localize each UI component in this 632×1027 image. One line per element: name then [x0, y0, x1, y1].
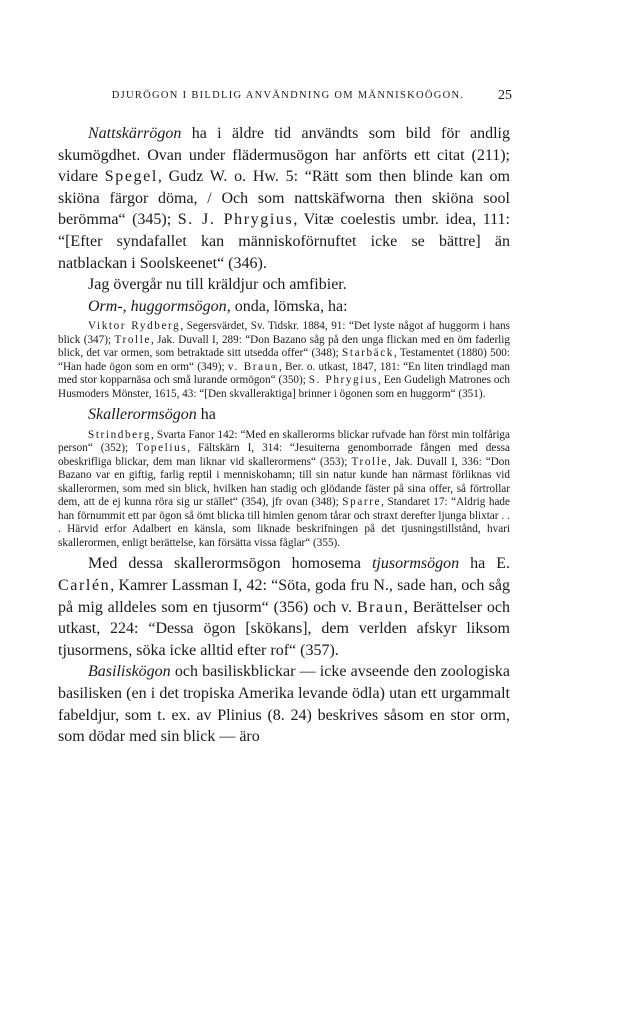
- paragraph-text: ,: [122, 297, 131, 315]
- paragraph-text: , Gudz W. o. Hw. 5: “Rätt som then blinde kan om skiöna färgor döma, / Och som nattskäfworna then skiöna sool berömma“ (345);: [58, 168, 510, 229]
- author-sparre: Sparre: [342, 496, 382, 509]
- quote-block-skallerormsogon: [58, 429, 510, 551]
- paragraph-ormogon-intro: [58, 296, 510, 318]
- paragraph-text: Med dessa skallerormsögon homosema: [88, 555, 372, 573]
- author-braun: Braun: [356, 598, 404, 616]
- author-trolle: Trolle: [351, 455, 388, 468]
- paragraph-text: , Kamrer Lassman I, 42: “Söta, goda fru N., sade han, och såg på mig alldeles som en tjusorm“ (356) och v.: [58, 577, 510, 616]
- author-strindberg: Strindberg: [88, 428, 152, 441]
- page-number: 25: [498, 88, 512, 103]
- running-head: [58, 86, 510, 106]
- author-spegel: Spegel: [104, 168, 158, 186]
- paragraph-text: och basiliskblickar — icke avseende den zoologiska basilisken (en i det tropiska Amerika levande ödla) utan ett urgammalt fabeldjur, som t. ex. av Plinius (8. 24) beskrives såsom en stor orm, som dödar med sin blick — äro: [58, 663, 510, 746]
- author-topelius: Topelius: [136, 442, 188, 455]
- quote-text: , Testamentet (1880) 500: “Han hade ögon som en orm“ (349);: [58, 347, 510, 373]
- quote-text: , Svarta Fanor 142: “Med en skallerorms blickar rufvade han först min tolfåriga person“ (352);: [58, 428, 510, 455]
- book-page: [58, 86, 510, 748]
- paragraph-nattskarrogon: [58, 123, 510, 274]
- paragraph-text: ha: [196, 406, 216, 424]
- author-braun: v. Braun: [227, 360, 280, 373]
- paragraph-tjusormsogon: [58, 553, 510, 661]
- quote-text: , Fältskärn I, 314: “Jesuiterna genomborrade fången med dessa obeskrifliga blickar, dem man liknar vid skallerormens“ (353);: [58, 442, 510, 468]
- author-carlen: Carlén: [58, 577, 111, 595]
- paragraph-text: , onda, lömska, ha:: [226, 297, 348, 315]
- term-huggormsogon: huggormsögon: [130, 297, 227, 315]
- term-nattskarrogon: Nattskärrögon: [88, 125, 182, 142]
- running-head-title: DJURÖGON I BILDLIG ANVÄNDNING OM MÄNNISKOÖGON.: [111, 90, 465, 101]
- author-phrygius: S. Phrygius: [308, 374, 379, 387]
- paragraph-transition: Jag övergår nu till kräldjur och amfibier.: [88, 276, 347, 294]
- paragraph-text: ha i äldre tid användts som bild för andlig skumögdhet. Ovan under flädermusögon har anförts ett citat (211); vidare: [58, 125, 510, 186]
- quote-text: , Jak. Duvall I, 336: “Don Bazano var en giftig, farlig reptil i menniskohamn; till sin natur kunde han närmast förliknas vid skallerormen, som med sin blick, hvilken han stadig och glödande fäster på sina offer, så förtrollar dem, att de ej kunna röra sig ur stället“ (354), jfr ovan (348);: [58, 455, 510, 509]
- term-orm: Orm-: [88, 297, 123, 315]
- paragraph-text: , Vitæ coelestis umbr. idea, 111: “[Efter syndafallet kan människoförnuftet icke se bättre] än natblackan i Soolskeenet“ (346).: [58, 211, 510, 272]
- quote-text: , Jak. Duvall I, 289: “Don Bazano såg på den unga flickan med en öm faderlig blick, det var ormen, som betraktade sitt utsedda offer“ (348);: [58, 333, 510, 360]
- paragraph-text: , Berättelser och utkast, 224: “Dessa ögon [skökans], dem verlden afskyr liksom tjusormens, söka icke alltid efter rof“ (357).: [58, 598, 510, 659]
- quote-block-ormogon: [58, 320, 510, 401]
- term-skallerormsogon: Skallerormsögon: [88, 406, 197, 424]
- author-starback: Starbäck: [342, 347, 394, 360]
- quote-text: , Standaret 17: “Aldrig hade han förnummit ett par ögon så ömt blicka till himlen genom tårar och straxt derefter ljunga blixtar . . . Härvid erfor Adalbert en känsla, som liknade beskrifningen på det tjusningstillstånd, hvari skallerormen, enligt berättelse, kan försätta vissa fåglar“ (355).: [58, 496, 510, 549]
- author-phrygius: S. J. Phrygius: [177, 211, 294, 229]
- term-basiliskogon: Basiliskögon: [88, 663, 171, 681]
- author-rydberg: Viktor Rydberg: [88, 320, 181, 333]
- paragraph-skallerormsogon-intro: [58, 404, 510, 426]
- quote-text: , Een Gudeligh Matrones och Husmoders Mönster, 1615, 43: “[Den skvalleraktiga] brinner i ögonen som en huggorm“ (351).: [58, 374, 510, 400]
- quote-text: , Segersvärdet, Sv. Tidskr. 1884, 91: “Det lyste något af huggorm i hans blick (347);: [58, 320, 510, 346]
- term-tjusormsogon: tjusormsögon: [371, 555, 460, 573]
- paragraph-basiliskogon: [58, 661, 510, 747]
- quote-text: , Ber. o. utkast, 1847, 181: “En liten trindlagd man med stor kopparnäsa och små lurande ormögon“ (350);: [58, 360, 510, 387]
- paragraph-text: ha E.: [459, 555, 510, 573]
- author-trolle: Trolle: [114, 333, 151, 346]
